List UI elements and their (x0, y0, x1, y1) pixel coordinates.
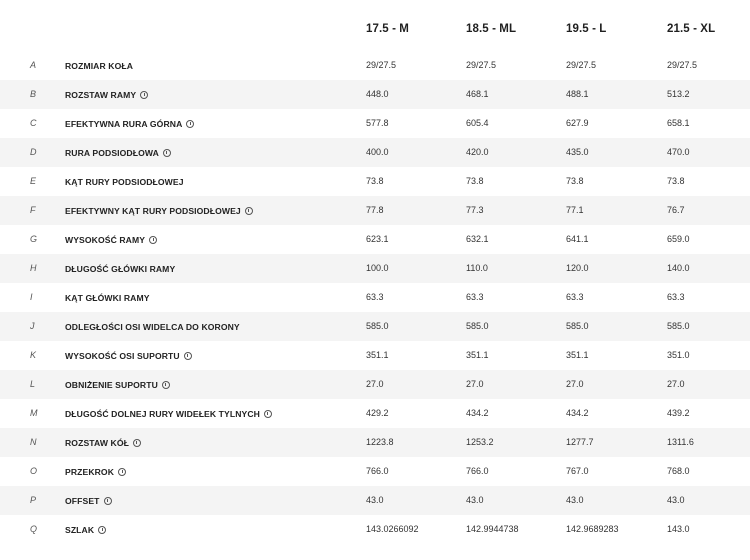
measurement-value: 766.0 (466, 466, 489, 476)
measurement-value: 420.0 (466, 147, 489, 157)
measurement-value: 658.1 (667, 118, 690, 128)
measurement-value: 43.0 (466, 495, 484, 505)
measurement-label-group (65, 283, 150, 312)
measurement-label-group (65, 225, 157, 254)
measurement-label-group (65, 51, 133, 80)
measurement-label: EFEKTYWNA RURA GÓRNA (65, 118, 183, 129)
measurement-value: 1253.2 (466, 437, 494, 447)
measurement-label-group (65, 486, 112, 515)
measurement-label-group (65, 399, 272, 428)
info-icon[interactable] (140, 91, 148, 99)
measurement-value: 76.7 (667, 205, 685, 215)
table-row (0, 80, 750, 109)
measurement-value: 577.8 (366, 118, 389, 128)
measurement-value: 77.1 (566, 205, 584, 215)
size-column-header: 19.5 - L (566, 23, 607, 35)
measurement-value: 434.2 (466, 408, 489, 418)
measurement-label-group (65, 312, 240, 341)
measurement-value: 351.0 (667, 350, 690, 360)
measurement-label: PRZEKROK (65, 466, 115, 477)
table-row (0, 486, 750, 515)
measurement-label-group (65, 138, 171, 167)
measurement-value: 29/27.5 (566, 60, 597, 70)
info-icon[interactable] (104, 497, 112, 505)
measurement-value: 29/27.5 (366, 60, 397, 70)
measurement-label-group (65, 370, 170, 399)
measurement-label-group (65, 196, 253, 225)
measurement-value: 73.8 (466, 176, 484, 186)
measurement-value: 448.0 (366, 89, 389, 99)
measurement-value: 77.8 (366, 205, 384, 215)
measurement-value: 73.8 (667, 176, 685, 186)
info-icon[interactable] (163, 149, 171, 157)
measurement-value: 43.0 (366, 495, 384, 505)
row-letter: O (30, 466, 38, 476)
measurement-value: 143.0266092 (366, 524, 419, 534)
measurement-value: 766.0 (366, 466, 389, 476)
measurement-value: 585.0 (667, 321, 690, 331)
row-letter: J (30, 321, 35, 331)
measurement-value: 27.0 (566, 379, 584, 389)
measurement-value: 43.0 (566, 495, 584, 505)
measurement-value: 142.9944738 (466, 524, 519, 534)
table-row (0, 341, 750, 370)
table-row (0, 254, 750, 283)
measurement-label: OFFSET (65, 495, 100, 506)
table-row (0, 399, 750, 428)
table-row (0, 138, 750, 167)
measurement-label: WYSOKOŚĆ OSI SUPORTU (65, 350, 180, 361)
table-row (0, 428, 750, 457)
row-letter: I (30, 292, 33, 302)
measurement-label: DŁUGOŚĆ GŁÓWKI RAMY (65, 263, 176, 274)
info-icon[interactable] (149, 236, 157, 244)
measurement-value: 585.0 (466, 321, 489, 331)
table-row (0, 109, 750, 138)
measurement-value: 435.0 (566, 147, 589, 157)
measurement-value: 627.9 (566, 118, 589, 128)
row-letter: K (30, 350, 37, 360)
table-row (0, 457, 750, 486)
measurement-value: 27.0 (466, 379, 484, 389)
measurement-value: 400.0 (366, 147, 389, 157)
measurement-value: 1223.8 (366, 437, 394, 447)
size-column-header: 21.5 - XL (667, 23, 716, 35)
measurement-value: 351.1 (366, 350, 389, 360)
measurement-value: 605.4 (466, 118, 489, 128)
measurement-label: ROZSTAW KÓŁ (65, 437, 129, 448)
measurement-value: 767.0 (566, 466, 589, 476)
row-letter: D (30, 147, 37, 157)
measurement-value: 351.1 (466, 350, 489, 360)
info-icon[interactable] (264, 410, 272, 418)
measurement-label-group (65, 341, 192, 370)
info-icon[interactable] (184, 352, 192, 360)
row-letter: P (30, 495, 37, 505)
table-row (0, 225, 750, 254)
measurement-value: 63.3 (366, 292, 384, 302)
measurement-label-group (65, 254, 175, 283)
measurement-label-group (65, 109, 194, 138)
info-icon[interactable] (245, 207, 253, 215)
measurement-value: 27.0 (667, 379, 685, 389)
table-row (0, 51, 750, 80)
row-letter: E (30, 176, 37, 186)
measurement-value: 142.9689283 (566, 524, 619, 534)
row-letter: N (30, 437, 37, 447)
table-row (0, 167, 750, 196)
measurement-value: 488.1 (566, 89, 589, 99)
measurement-value: 585.0 (566, 321, 589, 331)
row-letter: H (30, 263, 37, 273)
measurement-value: 468.1 (466, 89, 489, 99)
measurement-label: ROZMIAR KOŁA (65, 60, 134, 71)
measurement-value: 120.0 (566, 263, 589, 273)
measurement-value: 513.2 (667, 89, 690, 99)
size-column-header: 17.5 - M (366, 23, 409, 35)
info-icon[interactable] (98, 526, 106, 534)
measurement-value: 641.1 (566, 234, 589, 244)
measurement-label: DŁUGOŚĆ DOLNEJ RURY WIDEŁEK TYLNYCH (65, 408, 260, 419)
info-icon[interactable] (133, 439, 141, 447)
measurement-label-group (65, 515, 106, 544)
row-letter: M (30, 408, 38, 418)
measurement-label-group (65, 428, 141, 457)
measurement-value: 29/27.5 (466, 60, 497, 70)
measurement-value: 434.2 (566, 408, 589, 418)
row-letter: L (30, 379, 36, 389)
table-row (0, 515, 750, 544)
measurement-value: 429.2 (366, 408, 389, 418)
table-row (0, 196, 750, 225)
measurement-label: WYSOKOŚĆ RAMY (65, 234, 146, 245)
measurement-value: 439.2 (667, 408, 690, 418)
measurement-value: 623.1 (366, 234, 389, 244)
size-column-header: 18.5 - ML (466, 23, 517, 35)
measurement-value: 1311.6 (667, 437, 694, 447)
info-icon[interactable] (162, 381, 170, 389)
row-letter: B (30, 89, 37, 99)
measurement-label: SZLAK (65, 524, 95, 535)
row-letter: C (30, 118, 37, 128)
measurement-label: ROZSTAW RAMY (65, 89, 137, 100)
info-icon[interactable] (186, 120, 194, 128)
table-row (0, 370, 750, 399)
measurement-label: OBNIŻENIE SUPORTU (65, 379, 158, 390)
measurement-value: 659.0 (667, 234, 690, 244)
measurement-label-group (65, 167, 184, 196)
measurement-value: 73.8 (566, 176, 584, 186)
measurement-label: EFEKTYWNY KĄT RURY PODSIODŁOWEJ (65, 205, 241, 216)
row-letter: G (30, 234, 38, 244)
table-row (0, 283, 750, 312)
measurement-value: 63.3 (466, 292, 484, 302)
info-icon[interactable] (118, 468, 126, 476)
measurement-value: 110.0 (466, 263, 488, 273)
row-letter: F (30, 205, 36, 215)
measurement-value: 632.1 (466, 234, 489, 244)
measurement-value: 63.3 (667, 292, 685, 302)
measurement-value: 1277.7 (566, 437, 594, 447)
row-letter: Q (30, 524, 38, 534)
row-letter: A (30, 60, 37, 70)
measurement-value: 27.0 (366, 379, 384, 389)
measurement-value: 768.0 (667, 466, 690, 476)
measurement-value: 143.0 (667, 524, 690, 534)
measurement-label: KĄT GŁÓWKI RAMY (65, 292, 150, 303)
measurement-value: 585.0 (366, 321, 389, 331)
measurement-value: 29/27.5 (667, 60, 698, 70)
measurement-label: RURA PODSIODŁOWA (65, 147, 159, 158)
measurement-value: 43.0 (667, 495, 685, 505)
measurement-label: ODLEGŁOŚCI OSI WIDELCA DO KORONY (65, 321, 240, 332)
measurement-value: 73.8 (366, 176, 384, 186)
measurement-value: 100.0 (366, 263, 389, 273)
measurement-value: 140.0 (667, 263, 690, 273)
measurement-label-group (65, 80, 148, 109)
measurement-label: KĄT RURY PODSIODŁOWEJ (65, 176, 184, 187)
measurement-value: 351.1 (566, 350, 589, 360)
measurement-value: 77.3 (466, 205, 484, 215)
measurement-label-group (65, 457, 126, 486)
measurement-value: 470.0 (667, 147, 690, 157)
measurement-value: 63.3 (566, 292, 584, 302)
table-row (0, 312, 750, 341)
